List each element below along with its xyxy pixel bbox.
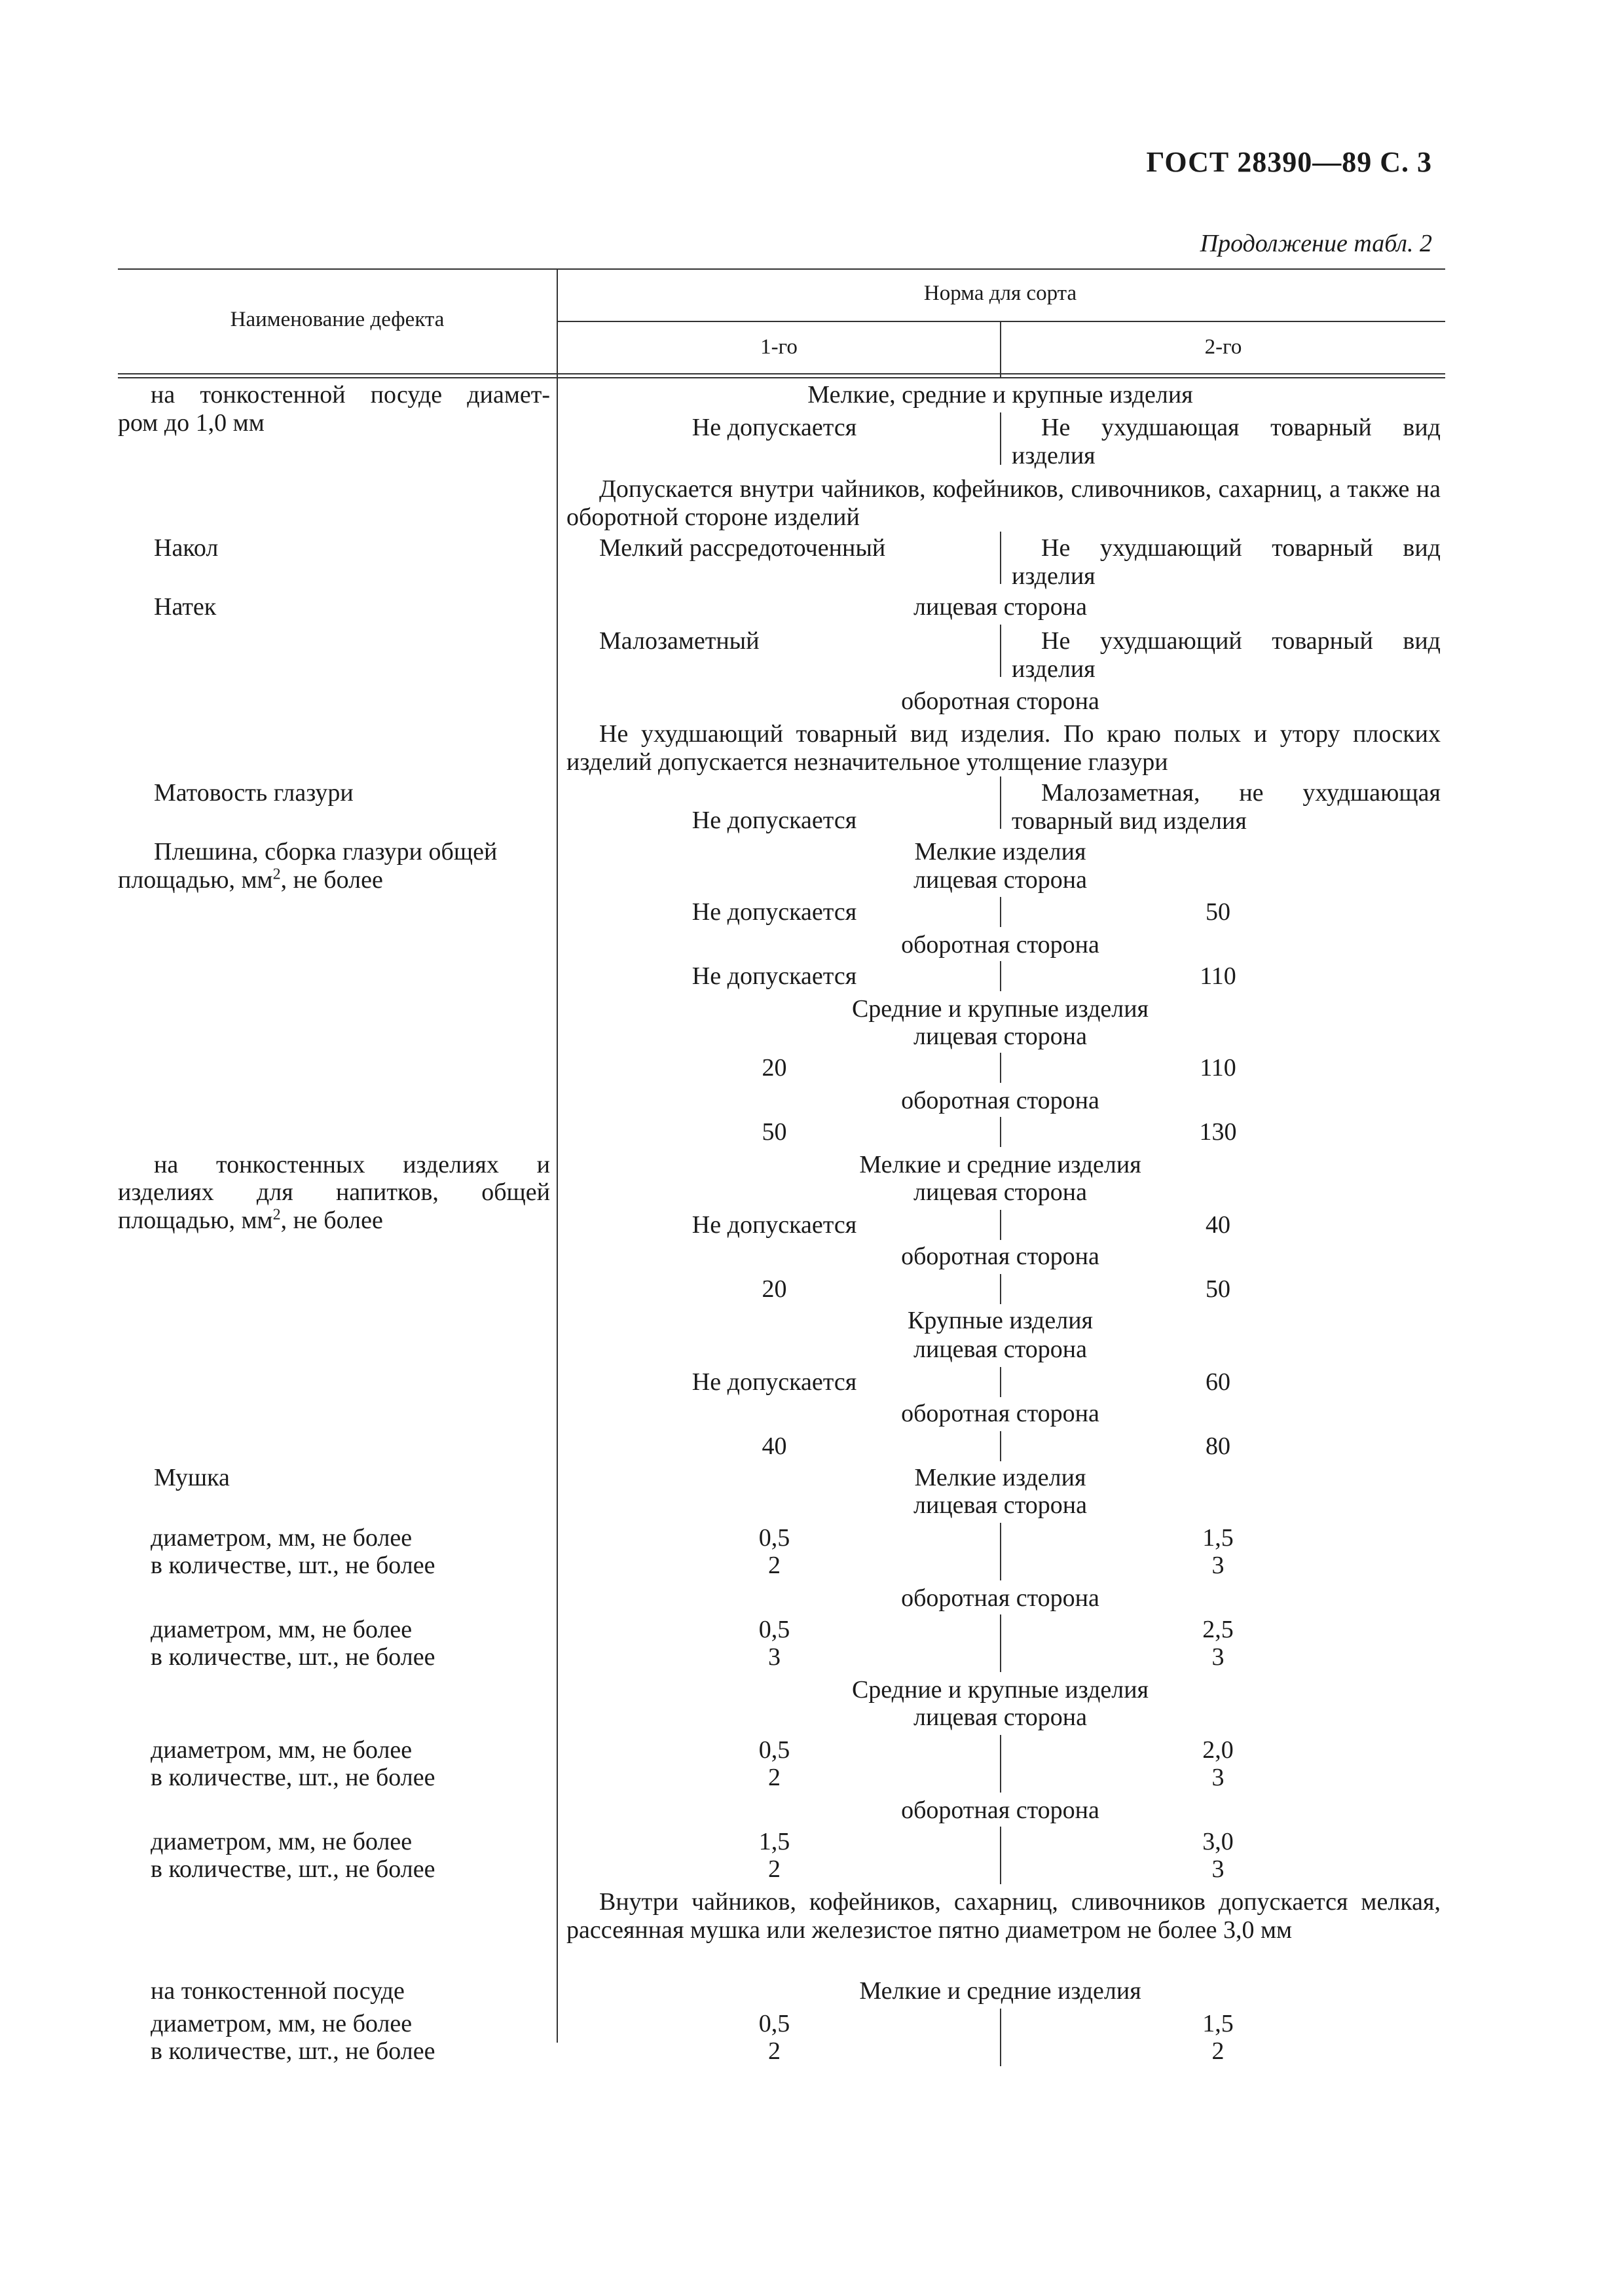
column-header-defect: Наименование дефекта: [230, 308, 445, 331]
grade-divider: [1000, 1117, 1001, 1147]
side-label: оборотная сторона: [901, 1584, 1099, 1612]
side-label: лицевая сторона: [913, 1704, 1087, 1731]
grade2-diameter: 3,0: [1202, 1828, 1234, 1855]
note-span: Внутри чайников, кофейников, сахарниц, сливочников допускается мелкая, рассеянная мушка или железистое пятно диаметром не более 3,0 мм: [566, 1888, 1441, 1944]
header-mid-rule: [558, 321, 1445, 322]
param-diameter: диаметром, мм, не более: [151, 1616, 413, 1643]
side-label: оборотная сторона: [901, 931, 1099, 958]
row-name: Матовость глазури: [154, 779, 354, 807]
unit-sup: 2: [272, 1206, 281, 1224]
header-bottom-rule: [118, 373, 1445, 374]
grade-divider: [1000, 897, 1001, 927]
group-label: Средние и крупные изделия: [851, 1676, 1149, 1704]
grade1-diameter: 0,5: [758, 1524, 790, 1552]
grade2-value: 50: [1206, 898, 1230, 926]
grade2-quantity: 3: [1211, 1764, 1225, 1791]
param-quantity: в количестве, шт., не более: [151, 2037, 435, 2065]
note-span: Допускается внутри чайников, кофейников, сливочников, сахарниц, а также на оборотной стороне изделий: [566, 475, 1441, 531]
column-header-norm: Норма для сорта: [923, 282, 1077, 305]
grade-divider: [1000, 961, 1001, 991]
row-name-cont: [118, 1207, 383, 1235]
grade2-value: 110: [1200, 1054, 1236, 1082]
grade-divider: [1000, 1274, 1001, 1304]
grade2-value: 40: [1206, 1211, 1230, 1239]
unit-text: площадью, мм: [118, 866, 273, 894]
row-name: на тонкостенной посуде диамет-: [151, 381, 550, 409]
row-name: на тонкостенных изделиях и: [154, 1151, 550, 1178]
note-span: Не ухудшающий товарный вид изделия. По краю полых и утору плоских изделий допускается незначительное утолщение глазури: [566, 720, 1441, 776]
grade-divider: [1000, 1367, 1001, 1397]
table-top-rule: [118, 268, 1445, 270]
param-quantity: в количестве, шт., не более: [151, 1764, 435, 1791]
param-quantity: в количестве, шт., не более: [151, 1855, 435, 1883]
grade1-value: Не допускается: [691, 414, 857, 441]
grade-divider: [1000, 1735, 1001, 1793]
table-continuation: Продолжение табл. 2: [1200, 230, 1432, 257]
grade1-value: Не допускается: [691, 1368, 857, 1396]
grade-divider: [1000, 412, 1001, 465]
group-label: Мелкие изделия: [914, 1464, 1086, 1491]
grade1-quantity: 3: [768, 1643, 781, 1671]
grade-divider: [1000, 1431, 1001, 1461]
grade2-value: Не ухудшающий товарный вид изделия: [1012, 627, 1441, 683]
row-name-cont: [118, 866, 383, 894]
grade1-diameter: 0,5: [758, 1616, 790, 1643]
param-quantity: в количестве, шт., не более: [151, 1552, 435, 1579]
group-label: Мелкие, средние и крупные изделия: [807, 381, 1193, 409]
grade2-quantity: 2: [1211, 2037, 1225, 2065]
side-label: лицевая сторона: [913, 1491, 1087, 1519]
grade2-value: 80: [1206, 1432, 1230, 1460]
column-header-grade1: 1-го: [760, 335, 798, 359]
side-label: лицевая сторона: [913, 593, 1087, 621]
side-label: оборотная сторона: [901, 1087, 1099, 1114]
grade-divider: [1000, 1523, 1001, 1580]
unit-sup: 2: [272, 866, 281, 883]
grade1-quantity: 2: [768, 1855, 781, 1883]
grade1-quantity: 2: [768, 1552, 781, 1579]
param-diameter: диаметром, мм, не более: [151, 2010, 413, 2037]
grade1-quantity: 2: [768, 1764, 781, 1791]
grade1-value: Не допускается: [691, 962, 857, 990]
grade1-value: 20: [762, 1054, 787, 1082]
unit-text: площадью, мм: [118, 1207, 273, 1234]
row-name: Мушка: [154, 1464, 230, 1491]
group-label: Мелкие и средние изделия: [859, 1151, 1141, 1178]
grade1-diameter: 0,5: [758, 1736, 790, 1764]
group-label: Мелкие и средние изделия: [859, 1977, 1141, 2005]
grade-divider: [1000, 776, 1001, 829]
side-label: оборотная сторона: [901, 1400, 1099, 1427]
grade1-value: Мелкий рассредоточенный: [599, 534, 886, 562]
param-diameter: диаметром, мм, не более: [151, 1524, 413, 1552]
side-label: оборотная сторона: [901, 1243, 1099, 1270]
side-label: лицевая сторона: [913, 1023, 1087, 1050]
grade2-value: 50: [1206, 1275, 1230, 1303]
unit-tail: , не более: [280, 866, 383, 894]
grade1-value: Не допускается: [691, 807, 857, 834]
group-label: Мелкие изделия: [914, 838, 1086, 866]
grade2-quantity: 3: [1211, 1643, 1225, 1671]
side-label: оборотная сторона: [901, 687, 1099, 715]
grade2-diameter: 1,5: [1202, 1524, 1234, 1552]
grade2-value: Малозаметная, не ухудшающая товарный вид изделия: [1012, 779, 1441, 835]
row-name: Накол: [154, 534, 219, 562]
side-label: лицевая сторона: [913, 1178, 1087, 1206]
grade2-value: Не ухудшающий товарный вид изделия: [1012, 534, 1441, 590]
side-label: оборотная сторона: [901, 1796, 1099, 1824]
grade1-value: Малозаметный: [599, 627, 760, 655]
side-label: лицевая сторона: [913, 1336, 1087, 1363]
grade2-diameter: 2,0: [1202, 1736, 1234, 1764]
grade2-value: 130: [1199, 1118, 1237, 1146]
grade1-value: 50: [762, 1118, 787, 1146]
unit-tail: , не более: [280, 1207, 383, 1234]
grade1-diameter: 0,5: [758, 2010, 790, 2037]
grade2-value: 110: [1200, 962, 1236, 990]
grade2-value: 60: [1206, 1368, 1230, 1396]
side-label: лицевая сторона: [913, 866, 1087, 894]
grade1-quantity: 2: [768, 2037, 781, 2065]
grade-divider: [1000, 625, 1001, 677]
param-quantity: в количестве, шт., не более: [151, 1643, 435, 1671]
row-name: Плешина, сборка глазури общей: [154, 838, 498, 866]
document-title: ГОСТ 28390—89 С. 3: [1146, 146, 1432, 178]
grade1-value: Не допускается: [691, 898, 857, 926]
grade1-value: Не допускается: [691, 1211, 857, 1239]
grade2-diameter: 1,5: [1202, 2010, 1234, 2037]
grade-divider: [1000, 1053, 1001, 1083]
column-header-grade2: 2-го: [1204, 335, 1242, 359]
grade2-quantity: 3: [1211, 1855, 1225, 1883]
param-diameter: диаметром, мм, не более: [151, 1736, 413, 1764]
grade1-value: 40: [762, 1432, 787, 1460]
row-name-cont: изделиях для напитков, общей: [118, 1178, 550, 1206]
grade-divider: [1000, 1614, 1001, 1672]
grade1-diameter: 1,5: [758, 1828, 790, 1855]
grade2-quantity: 3: [1211, 1552, 1225, 1579]
grade1-value: 20: [762, 1275, 787, 1303]
grade-divider: [1000, 1210, 1001, 1240]
param-diameter: диаметром, мм, не более: [151, 1828, 413, 1855]
row-name: на тонкостенной посуде: [151, 1977, 405, 2005]
grade2-value: Не ухудшающая товарный вид изделия: [1012, 414, 1441, 469]
group-label: Средние и крупные изделия: [851, 995, 1149, 1023]
grade-divider: [1000, 2009, 1001, 2066]
header-bottom-rule-2: [118, 377, 1445, 378]
row-name-cont: ром до 1,0 мм: [118, 409, 265, 437]
group-label: Крупные изделия: [907, 1307, 1094, 1334]
grade2-diameter: 2,5: [1202, 1616, 1234, 1643]
row-name: Натек: [154, 593, 217, 621]
grade-divider: [1000, 1827, 1001, 1884]
grade-divider: [1000, 532, 1001, 584]
